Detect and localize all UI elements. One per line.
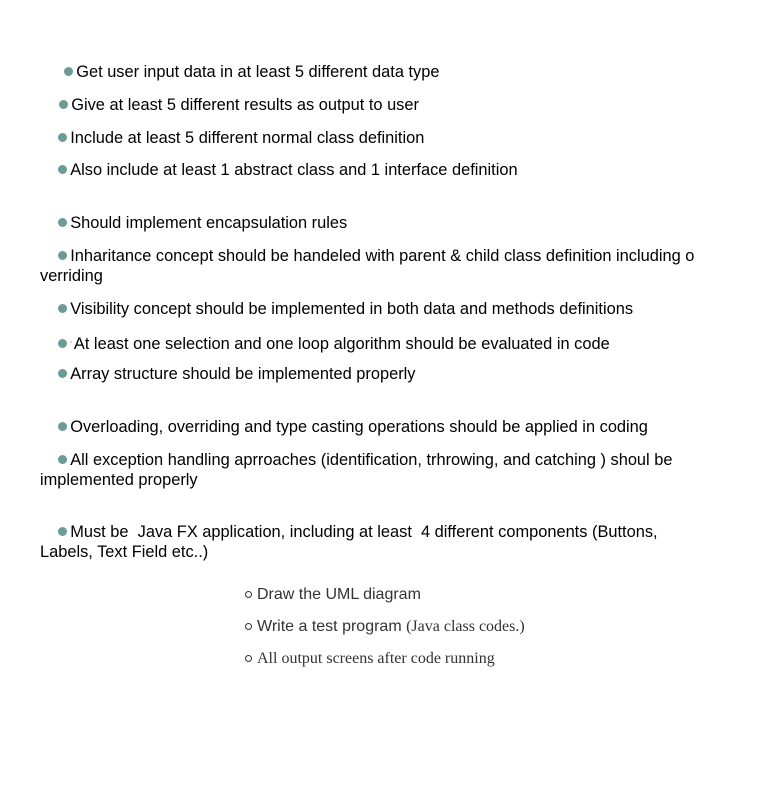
bullet-icon xyxy=(58,455,67,464)
requirement-text: Visibility concept should be implemented in both data and methods definitions xyxy=(70,300,634,318)
requirement-text: Array structure should be implemented properly xyxy=(70,365,416,383)
requirement-text: Give at least 5 different results as output to user xyxy=(71,96,419,114)
deliverable-item xyxy=(245,585,421,605)
requirement-text: Overloading, overriding and type casting operations should be applied in coding xyxy=(70,418,648,436)
requirement-text: Get user input data in at least 5 different data type xyxy=(76,63,440,81)
requirement-item xyxy=(40,344,740,404)
requirement-text: At least one selection and one loop algorithm should be evaluated in code xyxy=(73,335,610,353)
deliverable-text-serif: (Java class codes.) xyxy=(406,618,525,635)
requirement-text: Include at least 5 different normal class definition xyxy=(70,129,425,147)
hollow-circle-icon xyxy=(245,623,252,630)
deliverable-text: All output screens after code running xyxy=(257,650,495,667)
deliverable-item xyxy=(245,649,495,669)
bullet-icon xyxy=(58,251,67,260)
requirement-text: Must be Java FX application, including at least 4 different components (Buttons, Labels, Text Field etc..) xyxy=(40,523,663,561)
requirement-text: Should implement encapsulation rules xyxy=(70,214,348,232)
requirement-item xyxy=(40,430,720,510)
deliverable-item xyxy=(245,617,525,637)
requirement-text: Inharitance concept should be handeled with parent & child class definition including o verriding xyxy=(40,247,699,285)
requirement-item xyxy=(40,140,740,200)
hollow-circle-icon xyxy=(245,655,252,662)
requirement-text: Also include at least 1 abstract class and 1 interface definition xyxy=(70,161,518,179)
deliverable-text: Write a test program xyxy=(257,618,407,635)
bullet-icon xyxy=(58,369,67,378)
requirement-text: All exception handling aprroaches (identification, trhrowing, and catching ) shoul be implemented properly xyxy=(40,451,678,489)
small-dot-icon: · xyxy=(69,336,73,348)
requirement-item xyxy=(40,502,710,582)
bullet-icon xyxy=(58,165,67,174)
hollow-circle-icon xyxy=(245,591,252,598)
deliverable-text: Draw the UML diagram xyxy=(257,586,421,603)
bullet-icon xyxy=(58,527,67,536)
